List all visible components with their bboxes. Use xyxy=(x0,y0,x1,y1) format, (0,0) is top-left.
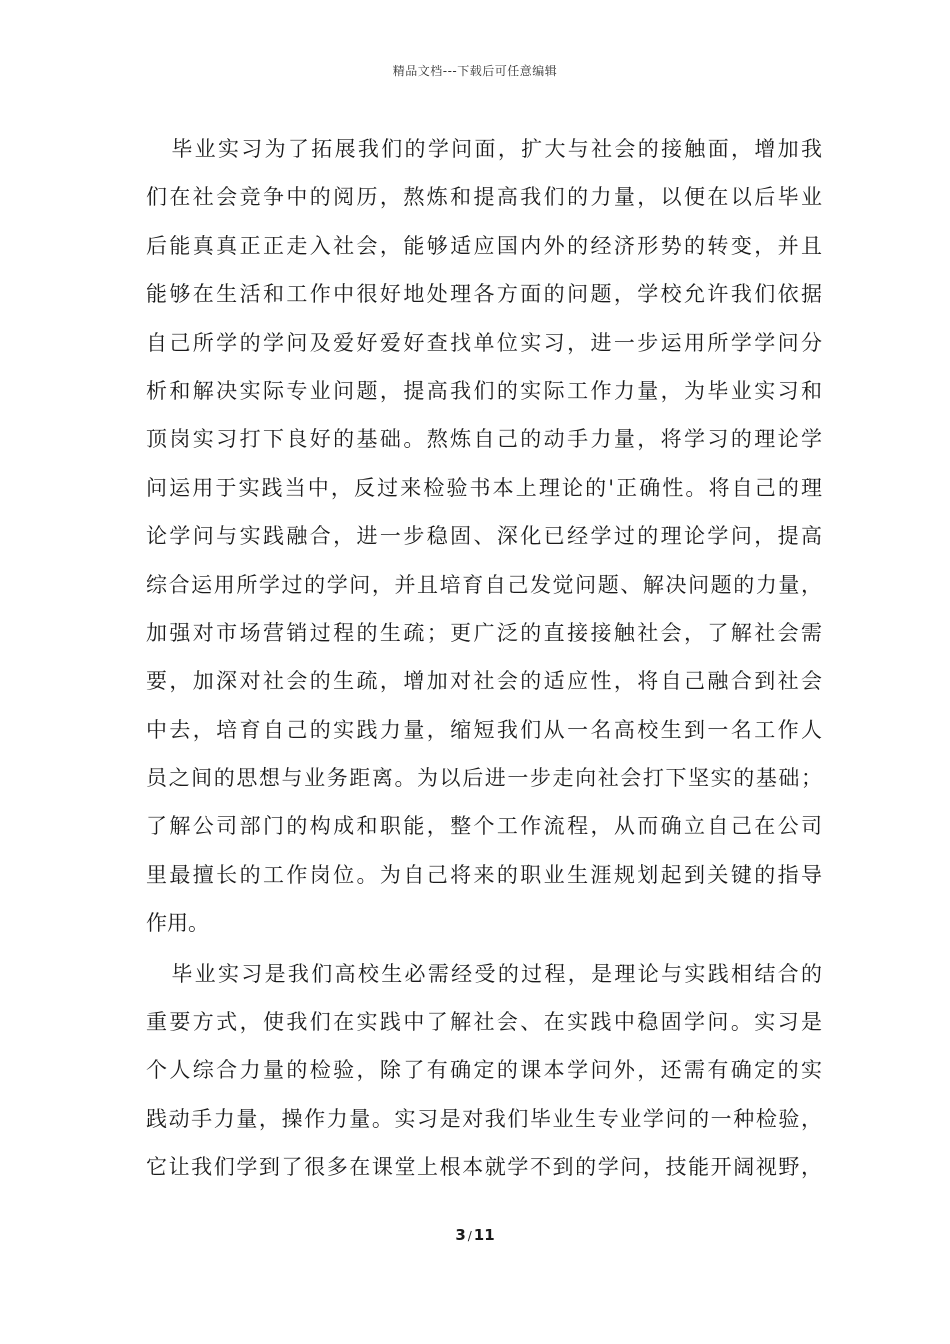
text-line: 中去，培育自己的实践力量，缩短我们从一名高校生到一名工作人 xyxy=(146,717,822,742)
current-page-number: 3 xyxy=(455,1226,466,1244)
text-line: 了解公司部门的构成和职能，整个工作流程，从而确立自己在公司 xyxy=(146,814,822,839)
text-line: 论学问与实践融合，进一步稳固、深化已经学过的理论学问，提高 xyxy=(146,524,822,549)
text-line: 后能真真正正走入社会，能够适应国内外的经济形势的转变，并且 xyxy=(146,233,822,258)
text-line: 毕业实习是我们高校生必需经受的过程，是理论与实践相结合的 xyxy=(148,961,822,986)
page-separator: / xyxy=(467,1229,472,1243)
text-line: 践动手力量，操作力量。实习是对我们毕业生专业学问的一种检验， xyxy=(146,1106,822,1131)
document-body xyxy=(146,125,822,1192)
paragraph-1 xyxy=(146,125,822,948)
text-line: 综合运用所学过的学问，并且培育自己发觉问题、解决问题的力量， xyxy=(146,572,822,597)
text-line: 们在社会竞争中的阅历，熬炼和提高我们的力量，以便在以后毕业 xyxy=(146,185,822,210)
text-line: 加强对市场营销过程的生疏；更广泛的直接接触社会，了解社会需 xyxy=(146,620,822,645)
text-line: 作用。 xyxy=(146,911,209,936)
text-line: 毕业实习为了拓展我们的学问面，扩大与社会的接触面，增加我 xyxy=(148,137,822,161)
total-page-count: 11 xyxy=(473,1226,495,1244)
text-line: 员之间的思想与业务距离。为以后进一步走向社会打下坚实的基础； xyxy=(146,766,822,791)
text-line: 自己所学的学问及爱好爱好查找单位实习，进一步运用所学学问分 xyxy=(146,330,822,355)
page-number xyxy=(0,1226,950,1244)
text-line: 顶岗实习打下良好的基础。熬炼自己的动手力量，将学习的理论学 xyxy=(146,427,822,452)
text-line: 析和解决实际专业问题，提高我们的实际工作力量，为毕业实习和 xyxy=(146,378,822,403)
page-header: 精品文档---下载后可任意编辑 xyxy=(392,64,558,78)
text-line: 能够在生活和工作中很好地处理各方面的问题，学校允许我们依据 xyxy=(146,282,822,307)
text-line: 它让我们学到了很多在课堂上根本就学不到的学问，技能开阔视野， xyxy=(146,1155,822,1180)
paragraph-2 xyxy=(146,950,822,1192)
text-line: 问运用于实践当中，反过来检验书本上理论的'正确性。将自己的理 xyxy=(146,475,822,500)
text-line: 里最擅长的工作岗位。为自己将来的职业生涯规划起到关键的指导 xyxy=(146,862,822,887)
text-line: 要，加深对社会的生疏，增加对社会的适应性，将自己融合到社会 xyxy=(146,669,822,694)
text-line: 重要方式，使我们在实践中了解社会、在实践中稳固学问。实习是 xyxy=(146,1010,822,1035)
text-line: 个人综合力量的检验，除了有确定的课本学问外，还需有确定的实 xyxy=(146,1058,822,1083)
